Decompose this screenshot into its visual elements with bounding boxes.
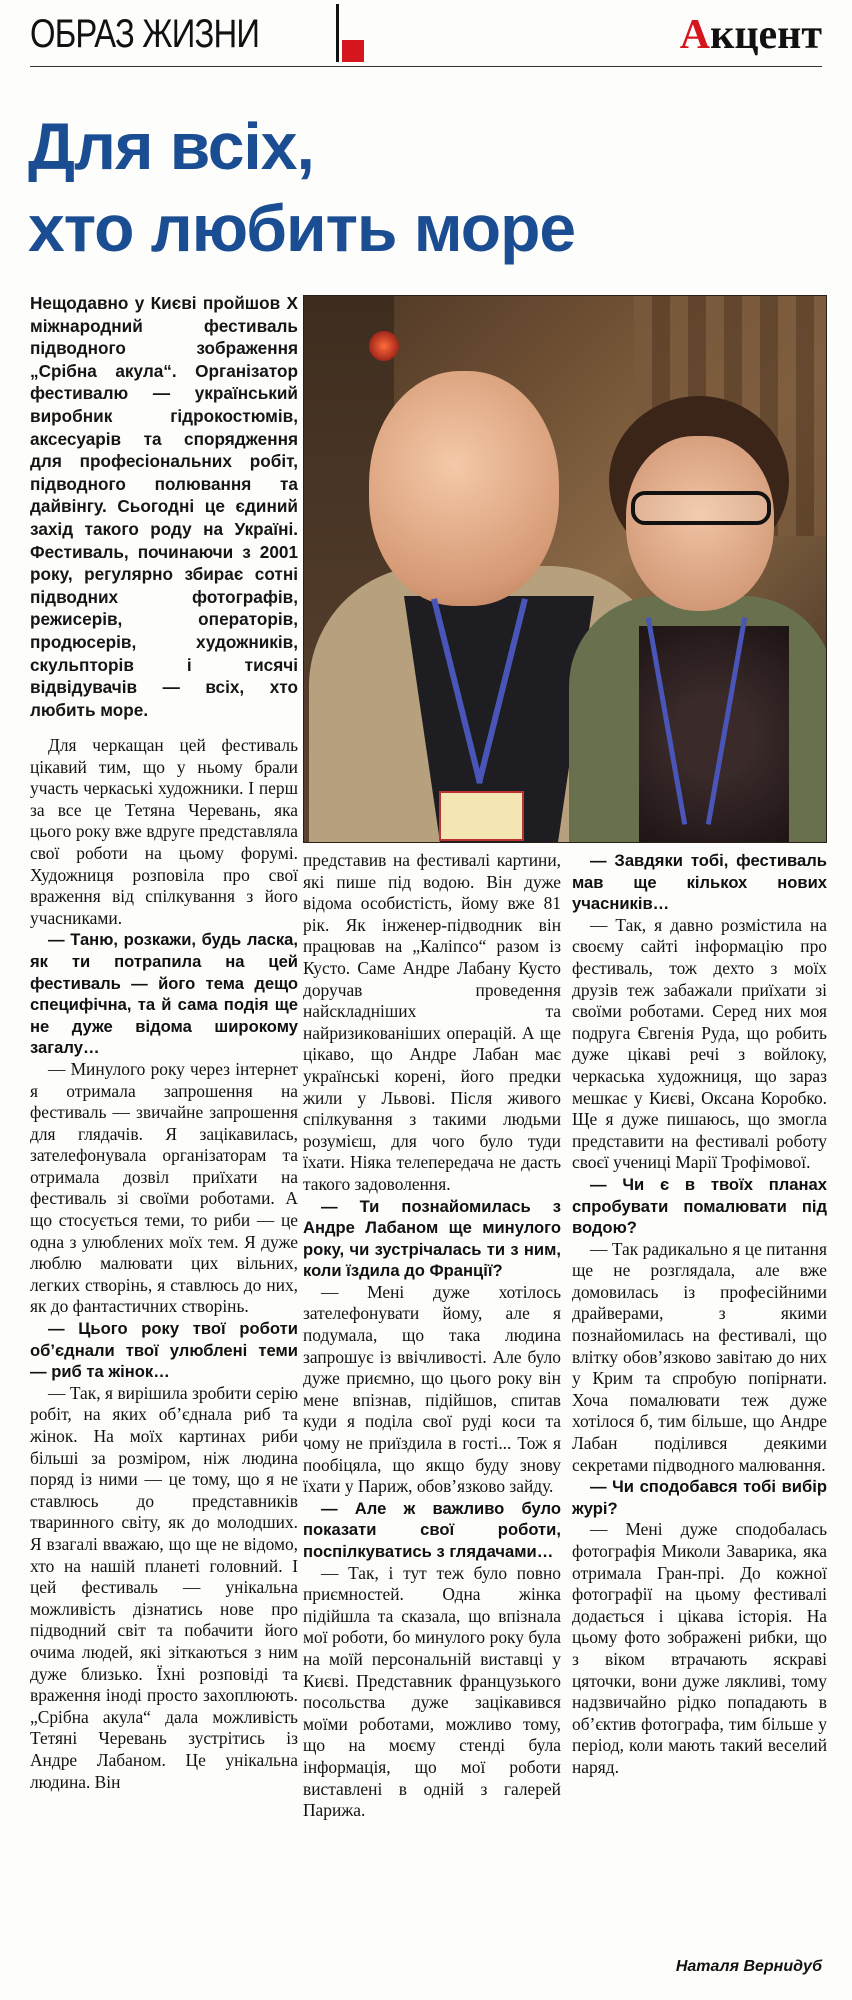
paragraph: — Мені дуже хотілось зателефонувати йому, але я подумала, що така людина запрошує із ввічливості. Але було дуже приємно, що цього року він мене впізнав, підійшов, спитав куди я поділа свої руді коси та чому не приїздила в гості... Тож я пообіцяла, що якщо буду знову їхати у Париж, обов’язково зайду. xyxy=(303,1281,561,1497)
paragraph: — Так, і тут теж було повно приємностей. Одна жінка підійшла та сказала, що впізнала мої роботи, бо минулого року була на моїй персональній виставці у Києві. Представник французького посольства дуже зацікавився моїми роботами, можливо тому, що на моєму стенді була інформація, що мої роботи виставлені в одній з галерей Парижа. xyxy=(303,1562,561,1821)
text-column-2 xyxy=(303,850,561,1822)
text-column-3 xyxy=(572,850,827,1779)
accent-first-letter: А xyxy=(679,12,711,58)
rubric-red-square xyxy=(342,40,364,62)
title-line-1: Для всіх, xyxy=(28,109,314,183)
article-photo xyxy=(303,295,827,843)
article-lead: Нещодавно у Києві пройшов X міжнародний фестиваль підводного зображення „Срібна акула“. Організатор фестивалю — український виробник гідрокостюмів, аксесуарів та спорядження для професіональних робіт, підводного полювання та дайвінгу. Сьогодні це єдиний захід такого роду на Україні. Фестиваль, починаючи з 2001 року, регулярно збирає сотні підводних фотографів, режисерів, операторів, продюсерів, художників, скульпторів і тисячі відвідувачів — всіх, хто любить море. xyxy=(30,293,298,720)
title-line-2: хто любить море xyxy=(28,191,576,265)
interview-question: — Чи є в твоїх планах спробувати помалювати під водою? xyxy=(572,1174,827,1238)
paragraph: — Так, я вирішила зробити серію робіт, на яких об’єднала риб та жінок. На моїх картинах риби більші за розміром, ніж людина поряд із ними — це тому, що я не ставлюсь до представників тваринного світу, як до молодших. Я взагалі вважаю, що ще не відомо, хто на нашій планеті головний. І цей фестиваль — унікальна можливість дізнатись нове про підводний світ та побачити його очима людей, які зіткаються з ним дуже близько. Їхні розповіді та враження іноді просто захоплюють. „Срібна акула“ дала можливість Тетяні Черевань зустрітись із Андре Лабаном. Це унікальна людина. Він xyxy=(30,1382,298,1792)
paragraph: Для черкащан цей фестиваль цікавий тим, що у ньому брали участь черкаські художники. І перш за все це Тетяна Черевань, яка цього року вже вдруге представляла свої роботи на цьому форумі. Художниця розповіла про свої враження від спілкування з його учасниками. xyxy=(30,735,298,928)
interview-question: — Цього року твої роботи об’єднали твої улюблені теми — риб та жінок… xyxy=(30,1319,298,1382)
paragraph: — Так радикально я це питання ще не розглядала, але вже домовилась із професійними драйверами, з якими познайомилась на фестивалі, що влітку обов’язково завітаю до них у Крим та спробую попірнати. Хоча помалювати теж дуже хотілося б, тим більше, що Андре Лабан поділився деякими секретами підводного малювання. xyxy=(572,1238,827,1475)
paragraph: — Минулого року через інтернет я отримала запрошення на фестиваль — звичайне запрошення для глядачів. Я зацікавилась, зателефонувала організаторам та отримала дозвіл приїхати на фестиваль зі своїми роботами. А що стосується теми, то риби — це одна з улюблених моїх тем. Я дуже люблю малювати цих вільних, легких створінь, я ставлюсь до них, як до фантастичних створінь. xyxy=(30,1058,298,1317)
paragraph: — Мені дуже сподобалась фотографія Миколи Заварика, яка отримала Гран-прі. До кожної фотографії на цьому фестивалі додається і цікава історія. На цьому фото зображені рибки, що з віком втрачають яскраві цяточки, вони дуже лякливі, тому надзвичайно рідко попадають в об’єктив фотографа, тим більше у період, коли мають такий веселий наряд. xyxy=(572,1519,827,1777)
author-signature: Наталя Вернидуб xyxy=(675,1958,822,1975)
paragraph: представив на фестивалі картини, які пише під водою. Він дуже відома особистість, йому вже 81 рік. Як інженер-підводник він працював на „Каліпсо“ разом із Кусто. Саме Андре Лабану Кусто доручав проведення найскладніших та найризикованіших операцій. А ще цікаво, що Андре Лабан має українські корені, його предки жили у Львові. Після живого спілкування з такими людьми розумієш, для чого було туди їхати. Ніяка телепередача не дасть такого задоволення. xyxy=(303,850,561,1194)
interview-question: — Завдяки тобі, фестиваль мав ще кількох нових учасників… xyxy=(572,851,827,914)
interview-question: — Але ж важливо було показати свої роботи, поспілкуватись з глядачами… xyxy=(303,1498,561,1561)
article-title xyxy=(28,105,788,269)
accent-rest: кцент xyxy=(710,12,822,58)
section-rubric: ОБРАЗ ЖИЗНИ xyxy=(30,12,260,56)
interview-question: — Ти познайомилась з Андре Лабаном ще минулого року, чи зустрічалась ти з ним, коли їздила до Франції? xyxy=(303,1196,561,1281)
rubric-divider xyxy=(336,4,339,62)
header-rule xyxy=(30,66,822,67)
section-accent-title xyxy=(680,10,822,60)
interview-question: — Чи сподобався тобі вибір журі? xyxy=(572,1477,827,1518)
paragraph: — Так, я давно розмістила на своєму сайті інформацію про фестиваль, тож дехто з моїх друзів теж забажали приїхати зі своїми роботами. Серед них моя подруга Євгенія Руда, що робить дуже цікаві речі з войлоку, черкаська художниця, що зараз мешкає у Києві, Оксана Коробко. Ще я дуже пишаюсь, що змогла представити на фестивалі роботу своєї учениці Марії Трофімової. xyxy=(572,914,827,1173)
interview-question: — Таню, розкажи, будь ласка, як ти потрапила на цей фестиваль — його тема дещо специфічна, та й сама подія ще не дуже відома широкому загалу… xyxy=(30,930,298,1058)
text-column-1 xyxy=(30,735,298,1793)
